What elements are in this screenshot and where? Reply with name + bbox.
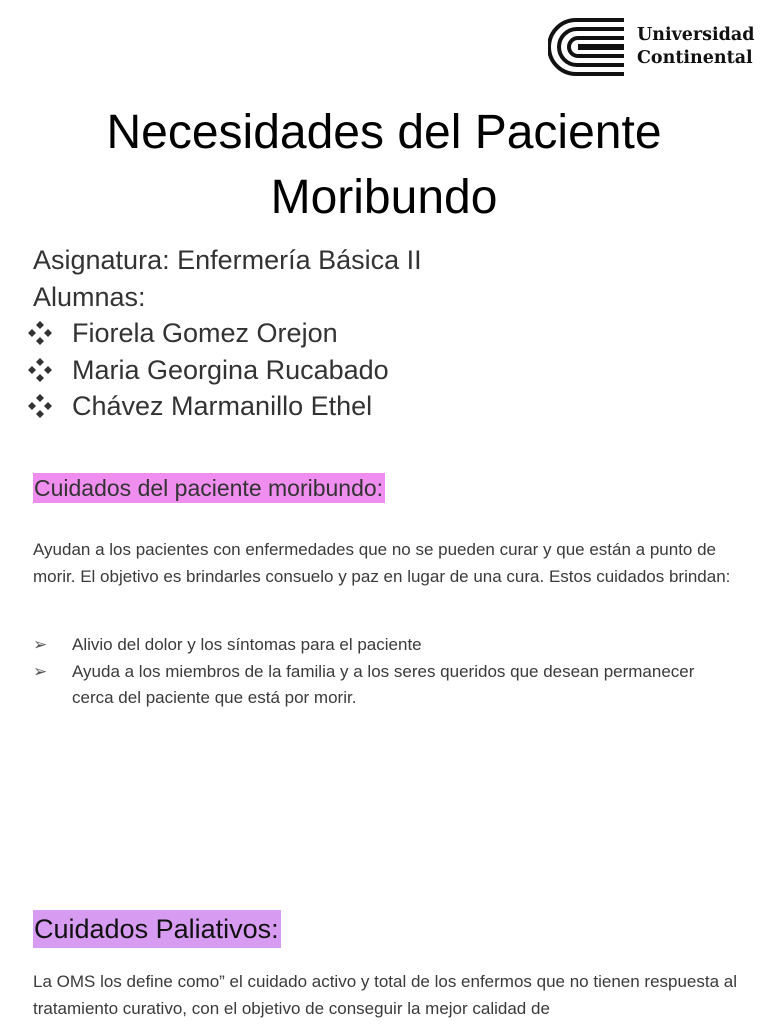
arrow-bullet-icon: ➢ bbox=[33, 661, 48, 681]
section1-paragraph: Ayudan a los pacientes con enfermedades que no se pueden curar y que están a punto de morir. El objetivo es brindarles consuelo y paz en lugar de una cura. Estos cuidados brindan: bbox=[33, 540, 731, 586]
diamond-bullet-icon bbox=[26, 392, 54, 420]
page-title bbox=[0, 100, 768, 230]
students-label: Alumnas: bbox=[33, 281, 146, 312]
title-line-2: Moribundo bbox=[270, 171, 498, 224]
student-item bbox=[26, 352, 389, 389]
student-name: Maria Georgina Rucabado bbox=[72, 354, 389, 385]
list-item bbox=[33, 659, 733, 712]
care-bullets-list bbox=[33, 632, 733, 712]
student-item bbox=[26, 388, 389, 425]
student-name: Fiorela Gomez Orejon bbox=[72, 318, 338, 348]
section2-paragraph: La OMS los define como” el cuidado activo y total de los enfermos que no tienen respuesta al tratamiento curativo, con el objetivo de conseguir la mejor calidad de bbox=[33, 972, 738, 1018]
subject-line: Asignatura: Enfermería Básica II bbox=[33, 245, 422, 275]
title-line-1: Necesidades del Paciente bbox=[106, 106, 662, 159]
logo-line-1: Universidad bbox=[637, 25, 755, 45]
bullet-text: Alivio del dolor y los síntomas para el paciente bbox=[72, 635, 422, 654]
student-name: Chávez Marmanillo Ethel bbox=[72, 391, 373, 421]
diamond-bullet-icon bbox=[26, 356, 54, 384]
university-logo bbox=[548, 18, 754, 76]
logo-text bbox=[637, 24, 754, 70]
arrow-bullet-icon: ➢ bbox=[33, 635, 48, 654]
student-item bbox=[26, 315, 389, 352]
course-info bbox=[33, 242, 422, 315]
continental-logo-icon bbox=[548, 18, 626, 76]
students-list bbox=[26, 315, 389, 425]
section-heading-cuidados-moribundo: Cuidados del paciente moribundo: bbox=[34, 475, 384, 501]
section-heading-cuidados-paliativos: Cuidados Paliativos: bbox=[33, 910, 281, 948]
bullet-text: Ayuda a los miembros de la familia y a los seres queridos que desean permanecer cerca del paciente que está por morir. bbox=[72, 661, 695, 707]
logo-line-2: Continental bbox=[637, 48, 753, 68]
diamond-bullet-icon bbox=[26, 319, 54, 347]
list-item bbox=[33, 632, 733, 659]
